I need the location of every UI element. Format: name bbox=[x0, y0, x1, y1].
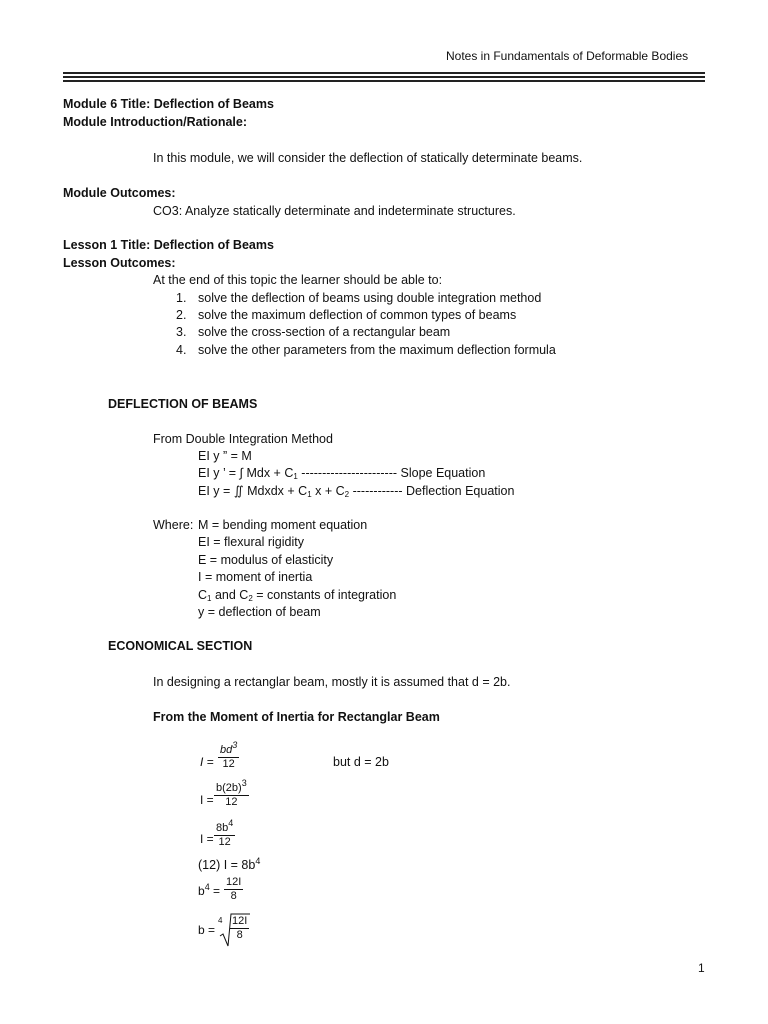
lesson-outcome-text: solve the deflection of beams using double integration method bbox=[198, 291, 542, 305]
lesson-outcome-number: 2. bbox=[176, 308, 187, 322]
lesson-outcomes-heading: Lesson Outcomes: bbox=[63, 256, 176, 270]
module-outcome: CO3: Analyze statically determinate and indeterminate structures. bbox=[153, 204, 516, 218]
formula-3-lhs: I = bbox=[200, 832, 214, 846]
definition-constants: $C_1$ and $C_2$ = constants of integration bbox=[198, 588, 397, 603]
header-rule-top bbox=[63, 72, 705, 74]
equation-moment: EI y ” = M bbox=[198, 449, 252, 463]
where-label: Where: bbox=[153, 518, 194, 532]
definition-ei: EI = flexural rigidity bbox=[198, 535, 304, 549]
economical-heading: ECONOMICAL SECTION bbox=[108, 639, 253, 653]
lesson-intro: At the end of this topic the learner should be able to: bbox=[153, 273, 443, 287]
definition-i: I = moment of inertia bbox=[198, 570, 313, 584]
equation-slope: EI y ’ = ∫ Mdx + $C_1$ ----------------------- Slope Equation bbox=[198, 466, 486, 481]
radical-index: 4 bbox=[218, 916, 223, 925]
formula-2-fraction: $\frac{b(2b)^3}{12}$ bbox=[216, 778, 247, 808]
lesson-outcome-text: solve the other parameters from the maximum deflection formula bbox=[198, 343, 556, 357]
formula-6-fraction: $\frac{12I}{8}$ bbox=[232, 915, 248, 941]
page-number: 1 bbox=[698, 961, 705, 975]
module-intro-text: In this module, we will consider the deflection of statically determinate beams. bbox=[153, 151, 583, 165]
formula-6-lhs: b = bbox=[198, 923, 216, 937]
formula-1-fraction: $\frac{bd^3}{12}$ bbox=[220, 740, 238, 770]
definition-y: y = deflection of beam bbox=[198, 605, 321, 619]
assumption-note: but d = 2b bbox=[333, 755, 389, 769]
moment-of-inertia-subheading: From the Moment of Inertia for Rectanglar Beam bbox=[153, 710, 440, 724]
running-header: Notes in Fundamentals of Deformable Bodies bbox=[446, 49, 689, 63]
module-outcomes-heading: Module Outcomes: bbox=[63, 186, 176, 200]
deflection-heading: DEFLECTION OF BEAMS bbox=[108, 397, 258, 411]
lesson-title: Lesson 1 Title: Deflection of Beams bbox=[63, 238, 274, 252]
header-rule-middle bbox=[63, 76, 705, 78]
economical-text: In designing a rectanglar beam, mostly it is assumed that d = 2b. bbox=[153, 675, 511, 689]
module-intro-heading: Module Introduction/Rationale: bbox=[63, 115, 248, 129]
header-rule-bottom bbox=[63, 80, 705, 82]
definition-m: M = bending moment equation bbox=[198, 518, 368, 532]
formula-5-fraction: $\frac{12I}{8}$ bbox=[226, 876, 242, 902]
formula-3-fraction: $\frac{8b^4}{12}$ bbox=[216, 818, 234, 848]
lesson-outcome-text: solve the maximum deflection of common types of beams bbox=[198, 308, 517, 322]
equation-deflection: EI y = ∬ Mdxdx + $C_1$ $x + C_2$ ------------ Deflection Equation bbox=[198, 484, 515, 499]
lesson-outcome-number: 3. bbox=[176, 325, 187, 339]
formula-1-lhs: I = bbox=[200, 755, 214, 769]
lesson-outcome-text: solve the cross-section of a rectangular beam bbox=[198, 325, 451, 339]
double-integration-label: From Double Integration Method bbox=[153, 432, 333, 446]
formula-5-lhs: $b^4$ = bbox=[198, 882, 221, 898]
definition-e: E = modulus of elasticity bbox=[198, 553, 334, 567]
lesson-outcome-number: 1. bbox=[176, 291, 187, 305]
formula-4: (12) $I = 8b^4$ bbox=[198, 856, 261, 872]
lesson-outcome-number: 4. bbox=[176, 343, 187, 357]
module-title: Module 6 Title: Deflection of Beams bbox=[63, 97, 274, 111]
formula-2-lhs: I = bbox=[200, 793, 214, 807]
